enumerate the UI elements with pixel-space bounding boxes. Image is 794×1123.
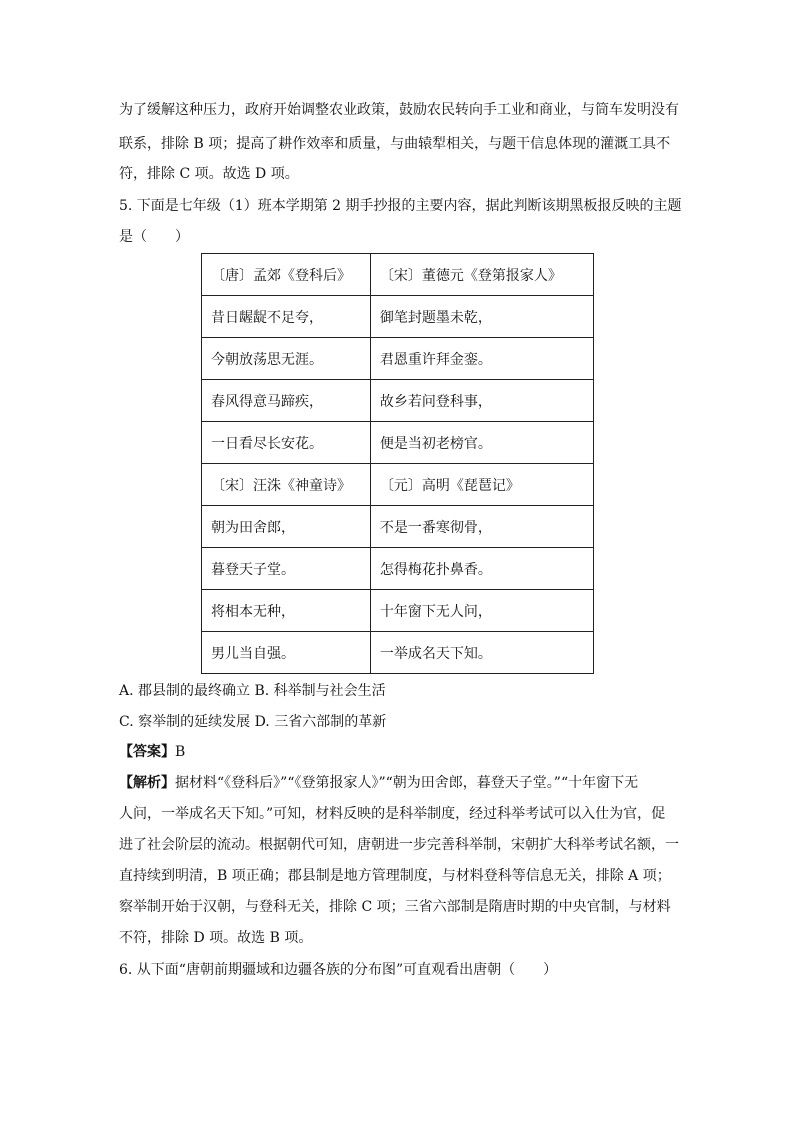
- q5-stem-line-1: 5. 下面是七年级（1）班本学期第 2 期手抄报的主要内容，据此判断该期黑板报反映的主题: [119, 198, 682, 214]
- table-row: [202, 464, 594, 506]
- table-cell: 〔唐〕孟郊《登科后》: [202, 254, 371, 296]
- intro-line-2: 联系，排除 B 项；提高了耕作效率和质量，与曲辕犁相关，与题干信息体现的灌溉工具不: [119, 136, 671, 152]
- table-row: [202, 254, 594, 296]
- table-cell: 便是当初老榜官。: [370, 422, 593, 464]
- q5-analysis-line-4: 直持续到明清，B 项正确；郡县制是地方管理制度，与材料登科等信息无关，排除 A 项；: [119, 868, 671, 884]
- table-row: [202, 548, 594, 590]
- table-row: [202, 590, 594, 632]
- q6-stem: 6. 从下面“唐朝前期疆域和边疆各族的分布图”可直观看出唐朝（ ）: [119, 962, 558, 978]
- table-cell: 今朝放荡思无涯。: [202, 338, 371, 380]
- answer-label: 【答案】: [119, 744, 175, 760]
- table-cell: 不是一番寒彻骨，: [370, 506, 593, 548]
- q5-options-line-1: A. 郡县制的最终确立 B. 科举制与社会生活: [119, 683, 386, 699]
- table-cell: 故乡若问登科事，: [370, 380, 593, 422]
- table-cell: 一日看尽长安花。: [202, 422, 371, 464]
- table-row: [202, 338, 594, 380]
- table-cell: 〔宋〕董德元《登第报家人》: [370, 254, 593, 296]
- table-cell: 君恩重许拜金銮。: [370, 338, 593, 380]
- analysis-label: 【解析】: [119, 775, 175, 791]
- q5-analysis-line-3: 进了社会阶层的流动。根据朝代可知，唐朝进一步完善科举制，宋朝扩大科举考试名额，一: [119, 837, 679, 853]
- intro-line-1: 为了缓解这种压力，政府开始调整农业政策，鼓励农民转向手工业和商业，与筒车发明没有: [119, 102, 679, 118]
- table-cell: 男儿当自强。: [202, 632, 371, 674]
- q5-stem-line-2: 是（ ）: [119, 229, 189, 245]
- q5-answer: [119, 742, 185, 762]
- table-cell: 怎得梅花扑鼻香。: [370, 548, 593, 590]
- table-cell: 一举成名天下知。: [370, 632, 593, 674]
- q5-options-line-2: C. 察举制的延续发展 D. 三省六部制的革新: [119, 714, 387, 730]
- table-cell: 御笔封题墨未乾，: [370, 296, 593, 338]
- q5-analysis-line-6: 不符，排除 D 项。故选 B 项。: [119, 930, 313, 946]
- table-cell: 昔日龌龊不足夸，: [202, 296, 371, 338]
- table-cell: 将相本无种，: [202, 590, 371, 632]
- intro-line-3: 符，排除 C 项。故选 D 项。: [119, 166, 299, 182]
- table-cell: 〔宋〕汪洙《神童诗》: [202, 464, 371, 506]
- table-row: [202, 296, 594, 338]
- q5-analysis-line-1: [119, 773, 638, 793]
- q5-analysis-line-5: 察举制开始于汉朝，与登科无关，排除 C 项；三省六部制是隋唐时期的中央官制，与材料: [119, 899, 671, 915]
- poem-table: [201, 253, 594, 674]
- analysis-text: 据材料“《登科后》”“《登第报家人》”“朝为田舍郎，暮登天子堂。”“十年窗下无: [175, 775, 639, 791]
- answer-value: B: [175, 744, 186, 760]
- table-cell: 暮登天子堂。: [202, 548, 371, 590]
- table-row: [202, 506, 594, 548]
- table-row: [202, 422, 594, 464]
- table-row: [202, 632, 594, 674]
- q5-analysis-line-2: 人问，一举成名天下知。”可知，材料反映的是科举制度，经过科举考试可以入仕为官，促: [119, 806, 666, 822]
- table-row: [202, 380, 594, 422]
- table-cell: 春风得意马蹄疾，: [202, 380, 371, 422]
- table-cell: 〔元〕高明《琵琶记》: [370, 464, 593, 506]
- table-cell: 朝为田舍郎，: [202, 506, 371, 548]
- table-cell: 十年窗下无人问，: [370, 590, 593, 632]
